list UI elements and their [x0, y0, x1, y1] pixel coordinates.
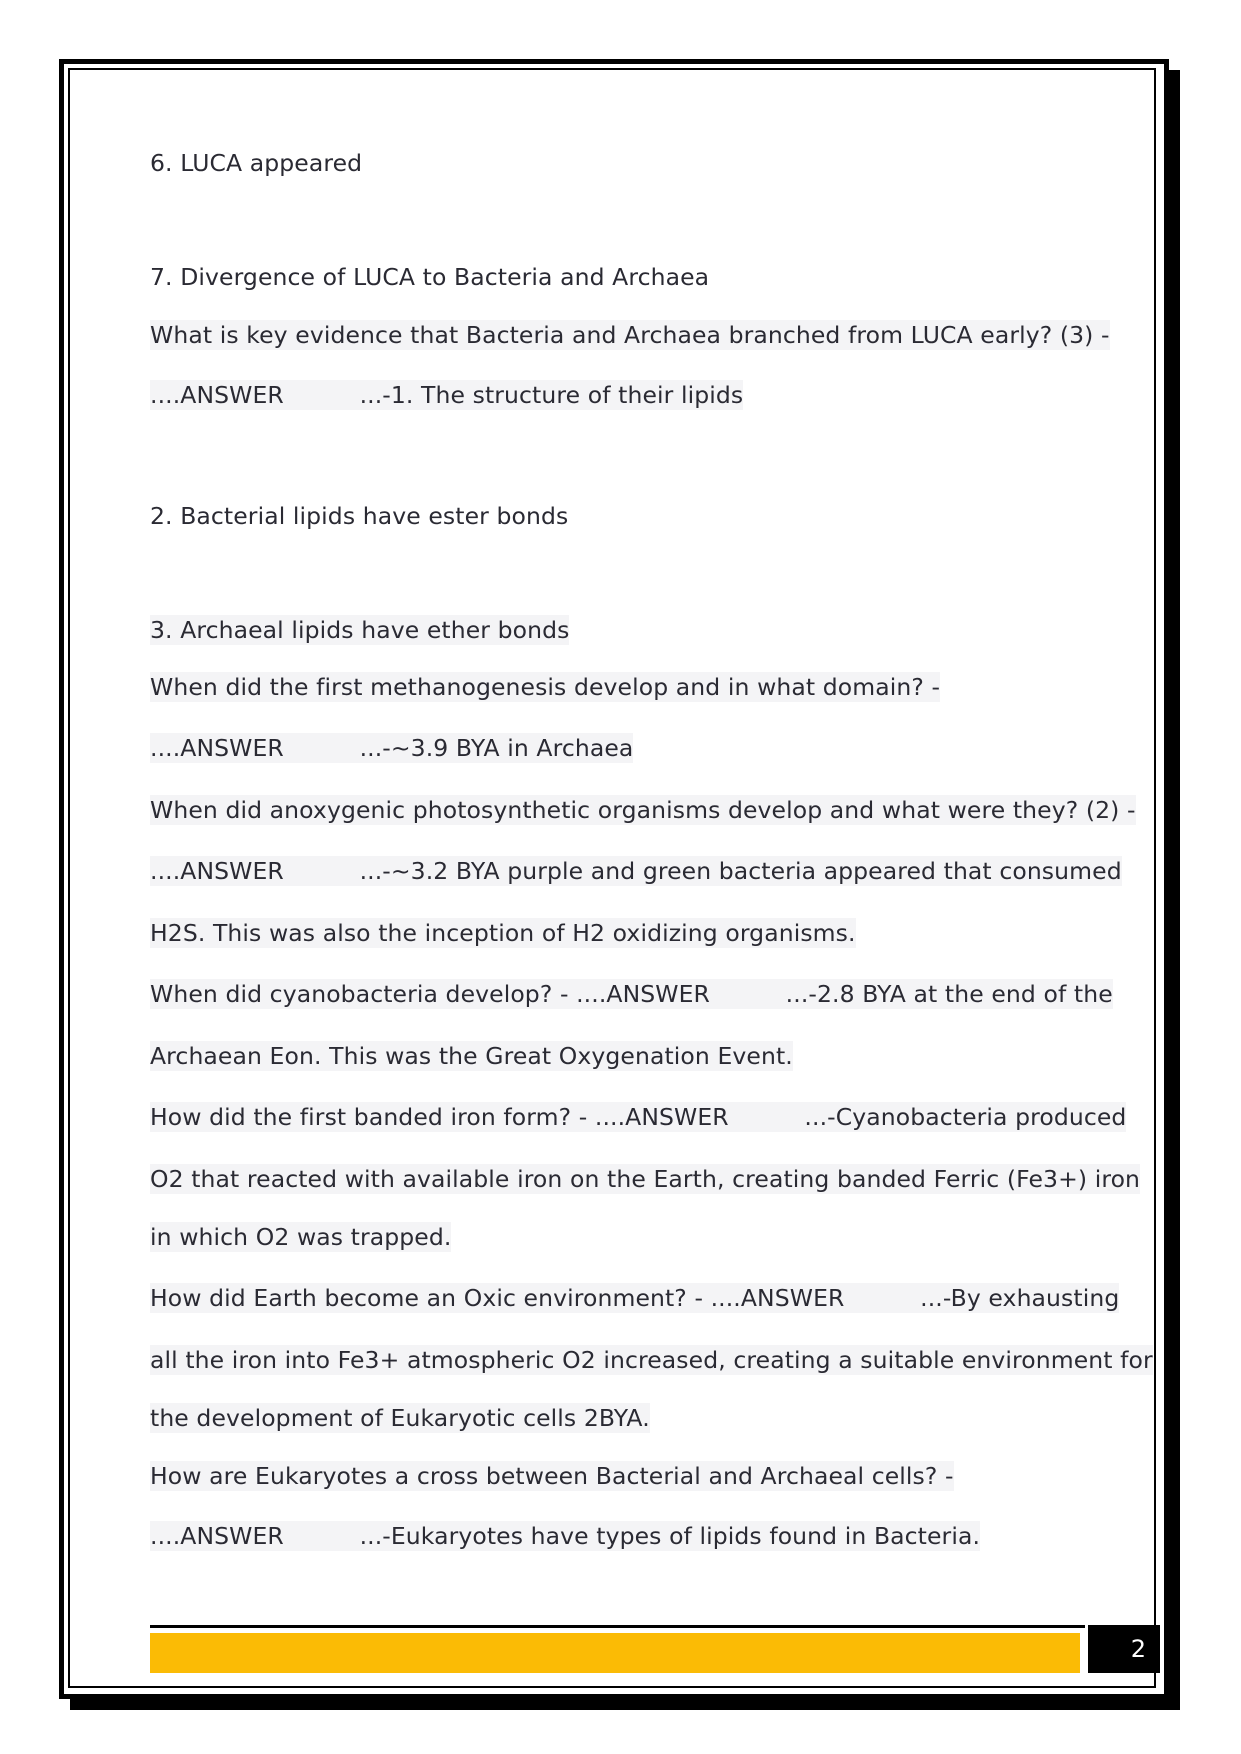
answer-line: all the iron into Fe3+ atmospheric O2 increased, creating a suitable environment for [150, 1346, 1153, 1374]
question-line: How are Eukaryotes a cross between Bacterial and Archaeal cells? - [150, 1462, 954, 1490]
answer-line: the development of Eukaryotic cells 2BYA. [150, 1404, 650, 1432]
answer-line: ....ANSWER ...-1. The structure of their lipids [150, 381, 744, 409]
answer-line: ....ANSWER ...-Eukaryotes have types of lipids found in Bacteria. [150, 1522, 981, 1550]
text-line: 3. Archaeal lipids have ether bonds [150, 616, 570, 644]
question-line: What is key evidence that Bacteria and Archaea branched from LUCA early? (3) - [150, 321, 1110, 349]
text-line: 7. Divergence of LUCA to Bacteria and Archaea [150, 263, 710, 291]
question-line: When did cyanobacteria develop? - ....ANSWER ...-2.8 BYA at the end of the [150, 980, 1113, 1008]
footer-bar [150, 1633, 1080, 1673]
footer-rule [150, 1625, 1085, 1628]
question-line: How did the first banded iron form? - ....ANSWER ...-Cyanobacteria produced [150, 1103, 1127, 1131]
answer-line: ....ANSWER ...-~3.2 BYA purple and green bacteria appeared that consumed [150, 857, 1122, 885]
answer-line: Archaean Eon. This was the Great Oxygenation Event. [150, 1042, 793, 1070]
text-line: 2. Bacterial lipids have ester bonds [150, 502, 569, 530]
answer-line: in which O2 was trapped. [150, 1223, 452, 1251]
answer-line: O2 that reacted with available iron on the Earth, creating banded Ferric (Fe3+) iron [150, 1165, 1141, 1193]
text-line: 6. LUCA appeared [150, 149, 363, 177]
question-line: How did Earth become an Oxic environment? - ....ANSWER ...-By exhausting [150, 1284, 1120, 1312]
question-line: When did anoxygenic photosynthetic organisms develop and what were they? (2) - [150, 796, 1136, 824]
question-line: When did the first methanogenesis develop and in what domain? - [150, 673, 941, 701]
page-number: 2 [1088, 1625, 1160, 1673]
answer-line: H2S. This was also the inception of H2 oxidizing organisms. [150, 919, 856, 947]
answer-line: ....ANSWER ...-~3.9 BYA in Archaea [150, 734, 634, 762]
